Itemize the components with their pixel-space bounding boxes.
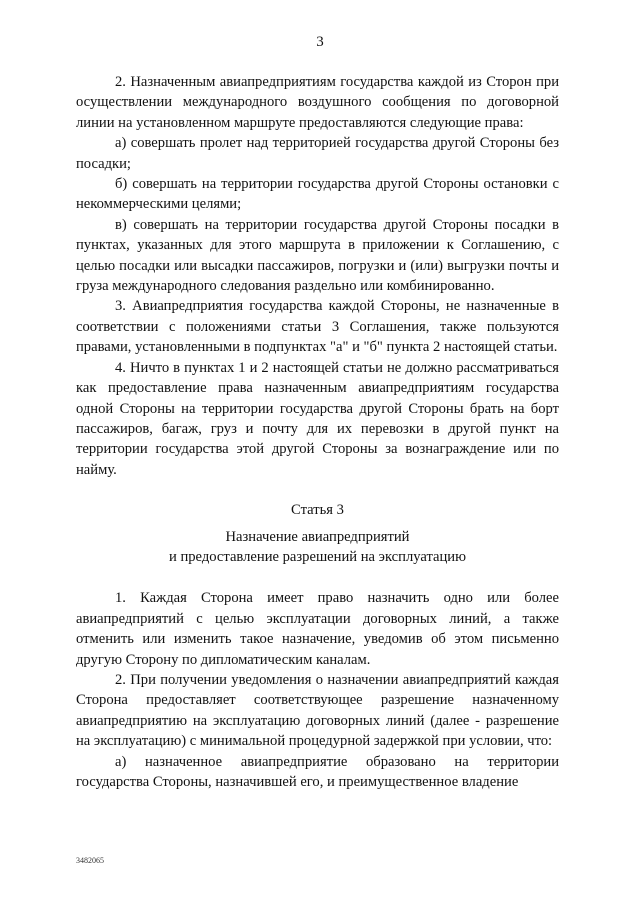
subparagraph-a: а) совершать пролет над территорией государства другой Стороны без посадки; xyxy=(76,135,559,172)
paragraph-2: 2. Назначенным авиапредприятиям государства каждой из Сторон при осуществлении международного воздушного сообщения по договорной линии на установленном маршруте предоставляются следующие права: xyxy=(76,74,559,131)
section-spacer xyxy=(76,567,559,588)
article3-subparagraph-a: а) назначенное авиапредприятие образовано на территории государства Стороны, назначившей его, и преимущественное владение xyxy=(76,753,559,790)
paragraph-3: 3. Авиапредприятия государства каждой Стороны, не назначенные в соответствии с положениями статьи 3 Соглашения, также пользуются правами, установленными в подпунктах "а" и "б" пункта 2 настоящей статьи. xyxy=(76,298,559,356)
paragraph-4: 4. Ничто в пунктах 1 и 2 настоящей статьи не должно рассматриваться как предоставление права назначенным авиапредприятиям государства одной Стороны на территории государства другой Стороны брать на борт пассажиров, багаж, груз и почту для их перевозки в другой пункт на территории государства этой другой Стороны за вознаграждение или по найму. xyxy=(76,359,559,478)
article3-paragraph-2: 2. При получении уведомления о назначении авиапредприятий каждая Сторона предоставляет соответствующее разрешение назначенному авиапредприятию на эксплуатацию договорных линий (далее - разрешение на эксплуатацию) с минимальной процедурной задержкой при условии, что: xyxy=(76,671,559,750)
document-body xyxy=(76,72,559,792)
document-code: 3482065 xyxy=(76,856,104,865)
article-title: Статья 3 xyxy=(291,502,344,519)
subparagraph-b: б) совершать на территории государства другой Стороны остановки с некоммерческими целями; xyxy=(76,176,559,213)
subparagraph-v: в) совершать на территории государства другой Стороны посадки в пунктах, указанных для этого маршрута в приложении к Соглашению, с целью посадки или высадки пассажиров, погрузки и (или) выгрузки почты и груза международного следования раздельно или комбинированно. xyxy=(76,216,559,295)
article-subtitle-line-1: Назначение авиапредприятий xyxy=(225,528,410,545)
article-subtitle-line-2: и предоставление разрешений на эксплуатацию xyxy=(168,548,466,565)
page-number: 3 xyxy=(316,34,324,50)
article3-paragraph-1: 1. Каждая Сторона имеет право назначить одно или более авиапредприятий с целью эксплуатации договорных линий, а также отменить или изменить такое назначение, уведомив об этом письменно другую Сторону по дипломатическим каналам. xyxy=(76,590,559,668)
